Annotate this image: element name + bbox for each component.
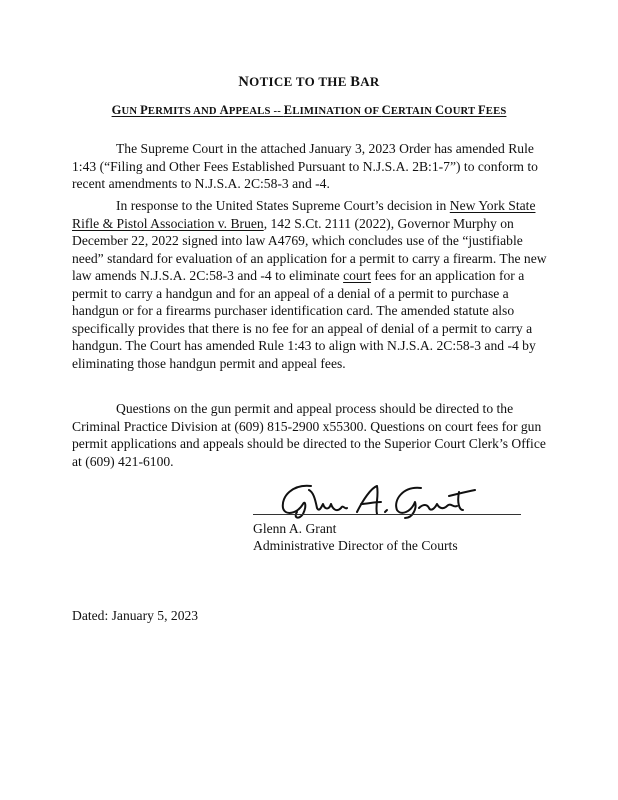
notice-subtitle: GUN PERMITS AND APPEALS -- ELIMINATION OF CERTAIN COURT FEES: [111, 103, 507, 117]
dated-line: Dated: January 5, 2023: [72, 608, 199, 623]
notice-title: NOTICE TO THE BAR: [238, 74, 380, 90]
signature-line: [253, 514, 521, 515]
paragraph-bruen-response: In response to the United States Supreme Court’s decision in New York State Rifle & Pistol Association v. Bruen, 142 S.Ct. 2111 (2022), Governor Murphy on December 22, 2022 signed into law A4769, which concludes use of the “justifiable need” standard for evaluation of an application for a permit to carry a firearm. The new law amends N.J.S.A. 2C:58-3 and -4 to eliminate court fees for an application for a permit to carry a handgun and for an appeal of a denial of a permit to purchase a handgun or for a firearms purchaser identification card. The amended statute also specifically provides that there is no fee for an appeal of denial of a permit to carry a handgun. The Court has amended Rule 1:43 to align with N.J.S.A. 2C:58-3 and -4 by eliminating those handgun permit and appeal fees.: [72, 198, 547, 371]
court-underlined: court: [343, 268, 372, 283]
signer-title: Administrative Director of the Courts: [253, 538, 458, 553]
signer-name: Glenn A. Grant: [253, 521, 337, 536]
paragraph-order-amendment: The Supreme Court in the attached January 3, 2023 Order has amended Rule 1:43 (“Filing and Other Fees Established Pursuant to N.J.S.A. 2B:1-7”) to conform to recent amendments to N.J.S.A. 2C:58-3 and -4.: [72, 141, 538, 191]
case-name: New York State Rifle & Pistol Association v. Bruen: [72, 198, 536, 231]
paragraph-questions-contact: Questions on the gun permit and appeal process should be directed to the Criminal Practice Division at (609) 815-2900 x55300. Questions on court fees for gun permit applications and appeals should be directed to the Superior Court Clerk’s Office at (609) 421-6100.: [72, 401, 546, 469]
